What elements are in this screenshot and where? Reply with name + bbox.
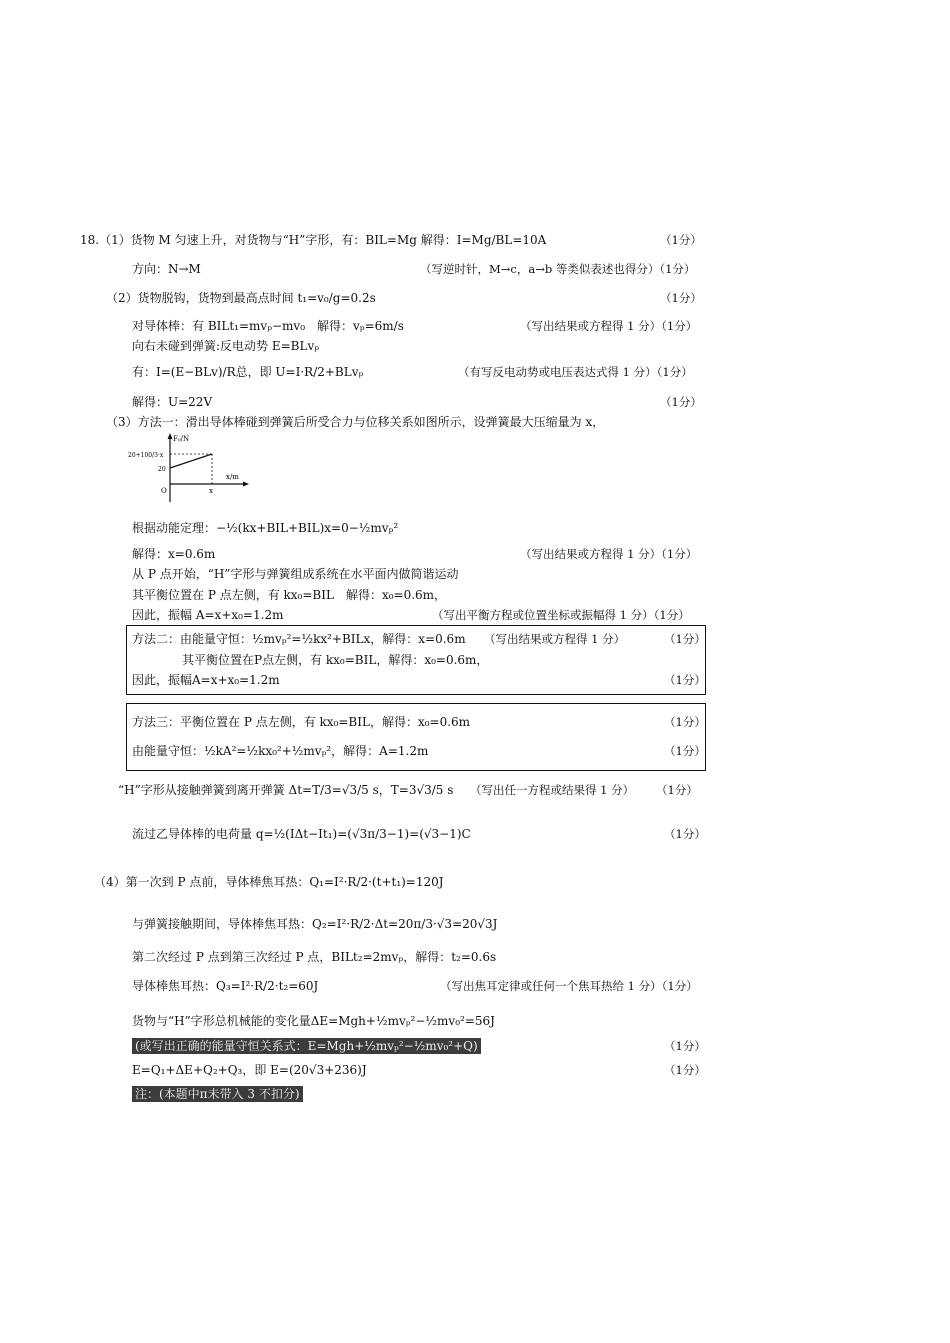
score-4: （写出结果或方程得 1 分）（1分）: [520, 319, 698, 333]
text-line-26: (或写出正确的能量守恒关系式：E=Mgh+½mvₚ²−½mv₀²+Q): [132, 1038, 481, 1054]
text-line-17: 方法三：平衡位置在 P 点左侧，有 kx₀=BIL，解得：x₀=0.6m: [132, 715, 471, 729]
x-tick: x: [209, 487, 213, 495]
score-20: （1分）: [664, 827, 706, 841]
y-axis-label: F₀/N: [173, 435, 190, 443]
text-line-22: 与弹簧接触期间，导体棒焦耳热：Q₂=I²·R/2·Δt=20π/3·√3=20√3J: [132, 917, 498, 931]
score-2: （写逆时针，M→c，a→b 等类似表述也得分）（1分）: [420, 262, 696, 276]
text-line-25: 货物与“H”字形总机械能的变化量ΔE=Mgh+½mvₚ²−½mv₀²=56J: [132, 1014, 495, 1028]
text-line-5: 向右未碰到弹簧:反电动势 E=BLvₚ: [132, 339, 320, 353]
text-line-7: 解得：U=22V: [132, 395, 213, 409]
score-3: （1分）: [660, 291, 702, 305]
text-line-18: 由能量守恒：½kA²=½kx₀²+½mvₚ²，解得：A=1.2m: [132, 744, 429, 758]
score-18: （1分）: [664, 744, 706, 758]
text-line-4: 对导体棒：有 BILt₁=mvₚ−mv₀ 解得：vₚ=6m/s: [132, 319, 404, 333]
score-1: （1分）: [660, 233, 702, 247]
score-19b: （1分）: [656, 783, 698, 797]
score-26: （1分）: [664, 1039, 706, 1053]
score-14a: （写出结果或方程得 1 分）: [484, 632, 626, 646]
text-line-13: 因此，振幅 A=x+x₀=1.2m: [132, 608, 284, 622]
text-line-9: 根据动能定理：−½(kx+BIL+BIL)x=0−½mvₚ²: [132, 521, 399, 535]
text-line-6: 有：I=(E−BLv)/R总，即 U=I·R/2+BLvₚ: [132, 365, 364, 379]
score-24: （写出焦耳定律或任何一个焦耳热给 1 分）（1分）: [440, 979, 698, 993]
text-line-2: 方向：N→M: [132, 262, 201, 276]
text-line-10: 解得：x=0.6m: [132, 547, 216, 561]
score-14b: （1分）: [664, 632, 706, 646]
y-tick-mid: 20: [158, 466, 166, 473]
text-line-14: 方法二：由能量守恒：½mvₚ²=½kx²+BILx，解得：x=0.6m: [132, 632, 466, 646]
score-7: （1分）: [660, 395, 702, 409]
text-line-8: （3）方法一：滑出导体棒碰到弹簧后所受合力与位移关系如图所示，设弹簧最大压缩量为 x，: [106, 415, 605, 429]
text-line-3: （2）货物脱钩，货物到最高点时间 t₁=v₀/g=0.2s: [106, 291, 376, 305]
y-tick-top: 20+100/3·x: [128, 452, 164, 459]
score-27: （1分）: [664, 1063, 706, 1077]
score-17: （1分）: [664, 715, 706, 729]
text-line-21: （4）第一次到 P 点前，导体棒焦耳热：Q₁=I²·R/2·(t+t₁)=120J: [94, 875, 444, 889]
y-axis-arrow: [168, 433, 173, 439]
score-19a: （写出任一方程或结果得 1 分）: [470, 783, 635, 797]
force-line: [170, 454, 212, 468]
text-line-15: 其平衡位置在P点左侧，有 kx₀=BIL，解得：x₀=0.6m，: [182, 653, 489, 667]
origin-label: O: [161, 487, 167, 495]
text-line-24: 导体棒焦耳热：Q₃=I²·R/2·t₂=60J: [132, 979, 319, 993]
force-displacement-graph: [128, 432, 250, 508]
score-13: （写出平衡方程或位置坐标或振幅得 1 分）（1分）: [432, 608, 690, 622]
text-line-27: E=Q₁+ΔE+Q₂+Q₃，即 E=(20√3+236)J: [132, 1063, 367, 1077]
text-line-23: 第二次经过 P 点到第三次经过 P 点，BILt₂=2mvₚ，解得：t₂=0.6s: [132, 950, 497, 964]
text-line-12: 其平衡位置在 P 点左侧，有 kx₀=BIL 解得：x₀=0.6m，: [132, 588, 447, 602]
score-10: （写出结果或方程得 1 分）（1分）: [520, 547, 698, 561]
score-16: （1分）: [664, 673, 706, 687]
text-line-28: 注：(本题中π未带入 3 不扣分): [132, 1086, 303, 1102]
text-line-16: 因此，振幅A=x+x₀=1.2m: [132, 673, 280, 687]
text-line-1: 18.（1）货物 M 匀速上升，对货物与“H”字形，有：BIL=Mg 解得：I=Mg/BL=10A: [80, 233, 547, 247]
x-axis-label: x/m: [226, 473, 239, 481]
score-6: （有写反电动势或电压表达式得 1 分）（1分）: [458, 365, 693, 379]
text-line-20: 流过乙导体棒的电荷量 q=½(IΔt−It₁)=(√3π/3−1)=(√3−1)C: [132, 827, 471, 841]
x-axis-arrow: [243, 482, 249, 487]
text-line-11: 从 P 点开始，“H”字形与弹簧组成系统在水平面内做简谐运动: [132, 567, 459, 581]
text-line-19: “H”字形从接触弹簧到离开弹簧 Δt=T/3=√3/5 s，T=3√3/5 s: [118, 783, 454, 797]
